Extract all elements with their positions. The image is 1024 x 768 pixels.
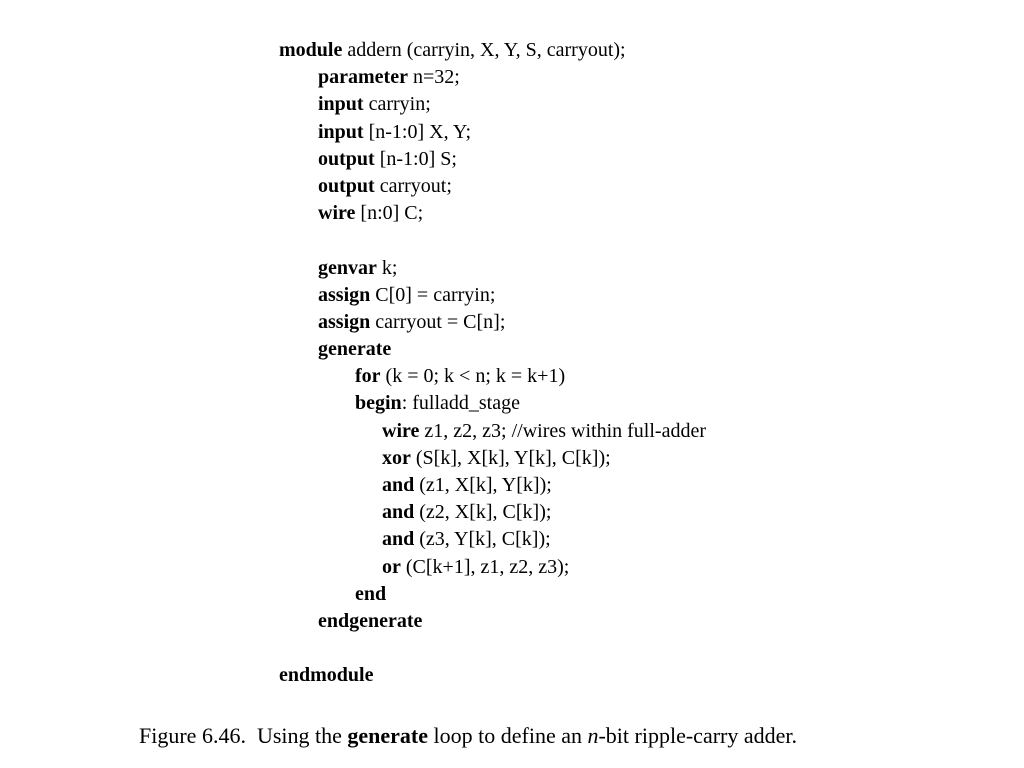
code-text: [n:0] C;	[355, 202, 424, 225]
code-line	[279, 173, 706, 200]
code-line	[279, 64, 706, 91]
code-keyword: and	[382, 501, 415, 524]
code-blank-line	[279, 635, 706, 662]
code-text: k;	[376, 256, 398, 279]
code-keyword: end	[355, 582, 387, 605]
code-line	[279, 282, 706, 309]
code-keyword: and	[382, 528, 415, 551]
code-keyword: input	[318, 120, 364, 143]
code-keyword: output	[318, 147, 375, 170]
code-keyword: endmodule	[279, 664, 374, 687]
caption-keyword: generate	[347, 723, 429, 748]
code-line	[279, 445, 706, 472]
code-line	[279, 37, 706, 64]
verilog-code-listing	[279, 37, 706, 690]
code-text: carryout;	[374, 174, 452, 197]
code-line	[279, 146, 706, 173]
code-keyword: genvar	[318, 256, 377, 279]
code-keyword: generate	[318, 338, 392, 361]
code-keyword: parameter	[318, 66, 408, 89]
code-keyword: and	[382, 474, 415, 496]
code-text: (k = 0; k < n; k = k+1)	[380, 365, 566, 388]
code-line	[279, 472, 706, 499]
code-blank-line	[279, 227, 706, 254]
code-text: (S[k], X[k], Y[k], C[k]);	[410, 446, 611, 469]
code-keyword: wire	[318, 202, 356, 225]
code-text: carryout = C[n];	[370, 310, 506, 333]
code-text: (C[k+1], z1, z2, z3);	[400, 555, 570, 578]
code-line	[279, 91, 706, 118]
code-line	[279, 499, 706, 526]
code-keyword: input	[318, 93, 364, 116]
code-text: (z1, X[k], Y[k]);	[414, 474, 552, 496]
caption-middle: loop to define an	[428, 723, 588, 748]
figure-caption	[139, 722, 797, 750]
code-text: : fulladd_stage	[401, 392, 520, 415]
code-keyword: assign	[318, 283, 371, 306]
code-line	[279, 554, 706, 581]
code-keyword: module	[279, 39, 343, 61]
code-keyword: begin	[355, 392, 402, 415]
code-line	[279, 119, 706, 146]
code-text: n=32;	[407, 66, 460, 89]
code-keyword: endgenerate	[318, 609, 423, 632]
code-line	[279, 200, 706, 227]
code-line	[279, 363, 706, 390]
code-text: (z2, X[k], C[k]);	[414, 501, 552, 524]
code-line	[279, 309, 706, 336]
code-keyword: or	[382, 555, 401, 578]
code-line	[279, 608, 706, 635]
code-keyword: xor	[382, 446, 411, 469]
code-line	[279, 418, 706, 445]
code-keyword: assign	[318, 310, 371, 333]
code-text: C[0] = carryin;	[370, 283, 496, 306]
code-line	[279, 255, 706, 282]
code-keyword: for	[355, 365, 381, 388]
caption-suffix: -bit ripple-carry adder.	[598, 723, 797, 748]
code-text: [n-1:0] X, Y;	[363, 120, 471, 143]
code-text: carryin;	[363, 93, 431, 116]
code-line	[279, 526, 706, 553]
code-keyword: wire	[382, 419, 420, 442]
code-text: z1, z2, z3; //wires within full-adder	[419, 419, 706, 442]
caption-italic-n: n	[587, 723, 599, 748]
code-line	[279, 662, 706, 689]
code-keyword: output	[318, 174, 375, 197]
code-line	[279, 581, 706, 608]
code-line	[279, 390, 706, 417]
code-line	[279, 336, 706, 363]
code-text: addern (carryin, X, Y, S, carryout);	[342, 39, 626, 61]
caption-prefix: Figure 6.46. Using the	[139, 723, 348, 748]
code-text: [n-1:0] S;	[374, 147, 457, 170]
code-text: (z3, Y[k], C[k]);	[414, 528, 551, 551]
